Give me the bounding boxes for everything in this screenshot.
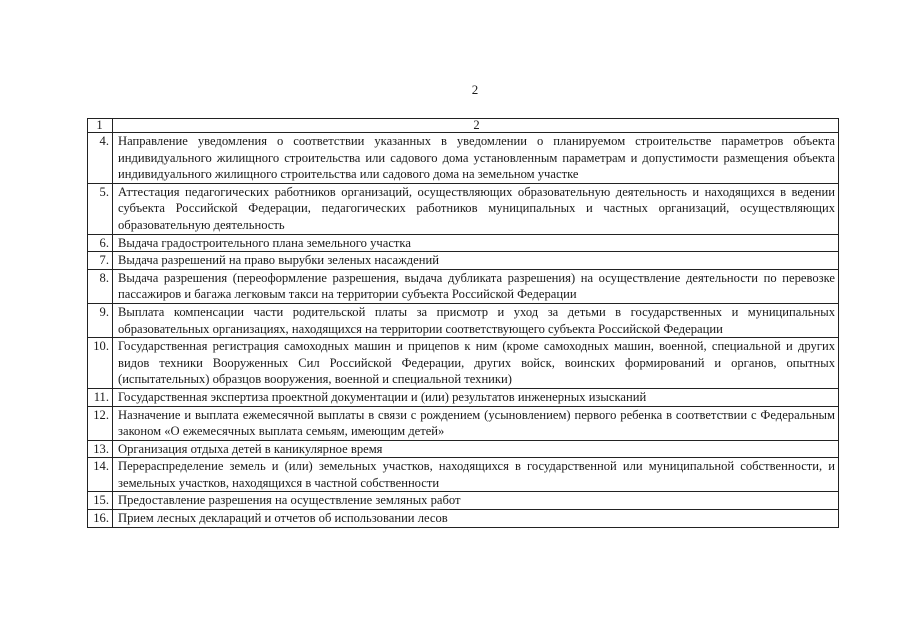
header-column-description: 2 [113,119,839,133]
table-row [88,252,839,270]
row-number: 15. [88,492,113,510]
table-row [88,510,839,528]
row-description: Выдача разрешения (переоформление разрешения, выдача дубликата разрешения) на осуществление деятельности по перевозке пассажиров и багажа легковым такси на территории субъекта Российской Федерации [113,269,839,303]
row-number: 11. [88,388,113,406]
row-description: Выплата компенсации части родительской платы за присмотр и уход за детьми в государственных и муниципальных образовательных организациях, находящихся на территории соответствующего субъекта Российской Федерации [113,303,839,337]
row-description: Направление уведомления о соответствии указанных в уведомлении о планируемом строительстве параметров объекта индивидуального жилищного строительства или садового дома установленным параметрам и допустимости размещения объекта индивидуального жилищного строительства или садового дома на земельном участке [113,133,839,184]
row-number: 4. [88,133,113,184]
table-row [88,338,839,389]
table-row [88,269,839,303]
table-row [88,458,839,492]
row-number: 16. [88,510,113,528]
row-number: 6. [88,234,113,252]
row-number: 13. [88,440,113,458]
row-number: 9. [88,303,113,337]
row-description: Выдача разрешений на право вырубки зеленых насаждений [113,252,839,270]
table-row [88,303,839,337]
table-row [88,234,839,252]
services-table [87,118,839,528]
table-row [88,440,839,458]
table-row [88,406,839,440]
row-number: 12. [88,406,113,440]
table-row [88,183,839,234]
row-description: Аттестация педагогических работников организаций, осуществляющих образовательную деятельность и находящихся в ведении субъекта Российской Федерации, педагогических работников муниципальных и частных организаций, осуществляющих образовательную деятельность [113,183,839,234]
row-number: 7. [88,252,113,270]
row-description: Предоставление разрешения на осуществление земляных работ [113,492,839,510]
table-row [88,492,839,510]
row-number: 14. [88,458,113,492]
row-number: 8. [88,269,113,303]
table-header-row [88,119,839,133]
table-row [88,388,839,406]
row-number: 5. [88,183,113,234]
row-number: 10. [88,338,113,389]
row-description: Государственная регистрация самоходных машин и прицепов к ним (кроме самоходных машин, военной, специальной и других видов техники Вооруженных Сил Российской Федерации, других войск, воинских формирований и органов, опытных (испытательных) образцов вооружения, военной и специальной техники) [113,338,839,389]
row-description: Перераспределение земель и (или) земельных участков, находящихся в государственной или муниципальной собственности, и земельных участков, находящихся в частной собственности [113,458,839,492]
table-row [88,133,839,184]
row-description: Выдача градостроительного плана земельного участка [113,234,839,252]
row-description: Государственная экспертиза проектной документации и (или) результатов инженерных изысканий [113,388,839,406]
services-table-body [88,119,839,528]
row-description: Прием лесных деклараций и отчетов об использовании лесов [113,510,839,528]
row-description: Организация отдыха детей в каникулярное время [113,440,839,458]
row-description: Назначение и выплата ежемесячной выплаты в связи с рождением (усыновлением) первого ребенка в соответствии с Федеральным законом «О ежемесячных выплата семьям, имеющим детей» [113,406,839,440]
page-number: 2 [471,82,479,97]
header-column-number: 1 [88,119,113,133]
